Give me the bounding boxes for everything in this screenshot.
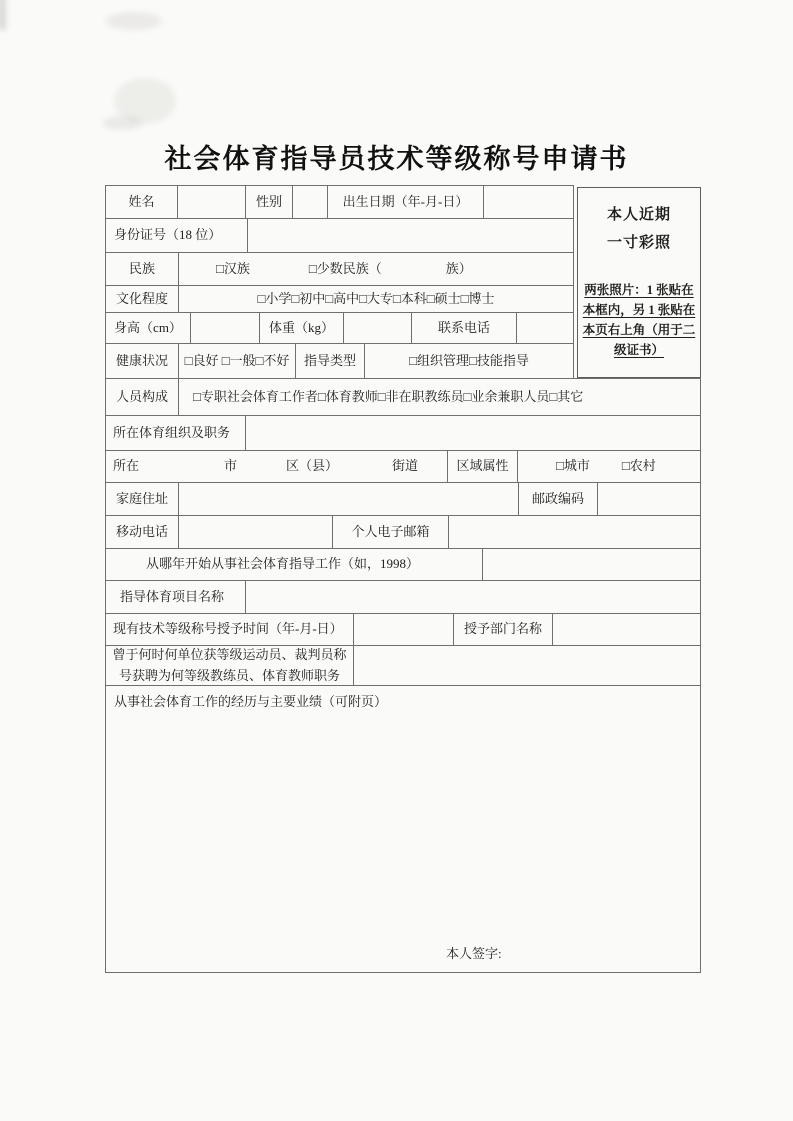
start-year-value-cell [482,548,701,581]
photo-paste-box [577,187,701,378]
home-address-label: 家庭住址 [105,482,179,516]
postcode-label: 邮政编码 [518,482,598,516]
postcode-value-cell [597,482,701,516]
personnel-options-cell: □专职社会体育工作者□体育教师□非在职教练员□业余兼职人员□其它 [178,378,701,416]
education-label: 文化程度 [105,285,179,313]
email-label: 个人电子邮箱 [332,515,449,549]
region-options-cell [517,450,701,483]
location-city-label: 市 [224,458,238,474]
location-street-label: 街道 [392,458,419,474]
honors-label-text [112,645,346,685]
region-attr-label: 区域属性 [447,450,518,483]
current-grade-label: 现有技术等级称号授予时间（年-月-日） [105,613,354,646]
email-value-cell [448,515,701,549]
ethnicity-minority-checkbox: □少数民族（ [308,260,382,276]
award-dept-value-cell [552,613,701,646]
start-year-label: 从哪年开始从事社会体育指导工作（如，1998） [105,548,483,581]
honors-line2: 号获聘为何等级教练员、体育教师职务 [118,667,340,683]
form-title: 社会体育指导员技术等级称号申请书 [164,144,629,174]
home-address-value-cell [178,482,519,516]
weight-label: 体重（kg） [259,312,344,344]
honors-label [105,645,354,686]
location-cell [105,450,448,483]
name-label: 姓名 [105,185,178,219]
experience-label: 从事社会体育工作的经历与主要业绩（可附页） [114,694,388,709]
experience-cell [105,685,701,973]
gender-value-cell [292,185,328,219]
education-options-cell: □小学□初中□高中□大专□本科□硕士□博士 [178,285,574,313]
id-number-value-cell [247,218,574,253]
sport-name-value-cell [245,580,701,614]
weight-value-cell [343,312,412,344]
region-urban-checkbox: □城市 [556,458,590,474]
scan-smudge [106,12,162,30]
scan-edge-mark [0,0,6,30]
photo-box-text [578,202,700,258]
guide-type-options-cell: □组织管理□技能指导 [364,343,574,379]
ethnicity-label: 民族 [105,252,179,286]
birthdate-value-cell [483,185,574,219]
photo-line1: 本人近期 [606,207,671,223]
personnel-label: 人员构成 [105,378,179,416]
ethnicity-han-checkbox: □汉族 [216,260,250,276]
contact-phone-label: 联系电话 [411,312,517,344]
region-rural-checkbox: □农村 [621,458,656,474]
height-value-cell [190,312,260,344]
scan-smudge [114,78,176,124]
organization-label: 所在体育组织及职务 [105,415,246,451]
mobile-label: 移动电话 [105,515,179,549]
guide-type-label: 指导类型 [295,343,365,379]
contact-phone-value-cell [516,312,574,344]
health-label: 健康状况 [105,343,179,379]
birthdate-label: 出生日期（年-月-日） [327,185,484,219]
signature-label: 本人签字: [446,946,502,961]
health-options-cell: □良好 □一般□不好 [178,343,296,379]
ethnicity-minority-suffix: 族） [445,260,472,276]
photo-line2: 一寸彩照 [606,234,671,251]
name-value-cell [177,185,246,219]
id-number-label: 身份证号（18 位） [105,218,248,253]
current-grade-value-cell [353,613,454,646]
location-label: 所在 [113,458,140,474]
ethnicity-options-cell [178,252,574,286]
organization-value-cell [245,415,701,451]
honors-line1: 曾于何时何单位获等级运动员、裁判员称 [112,647,347,663]
award-dept-label: 授予部门名称 [453,613,553,646]
height-label: 身高（cm） [105,312,191,344]
honors-value-cell [353,645,701,686]
gender-label: 性别 [245,185,293,219]
photo-note: 两张照片：1 张贴在本框内，另 1 张贴在本页右上角（用于二级证书） [582,282,696,357]
scan-smudge [102,116,142,130]
sport-name-label: 指导体育项目名称 [105,580,246,614]
location-district-label: 区（县） [286,458,339,474]
mobile-value-cell [178,515,333,549]
